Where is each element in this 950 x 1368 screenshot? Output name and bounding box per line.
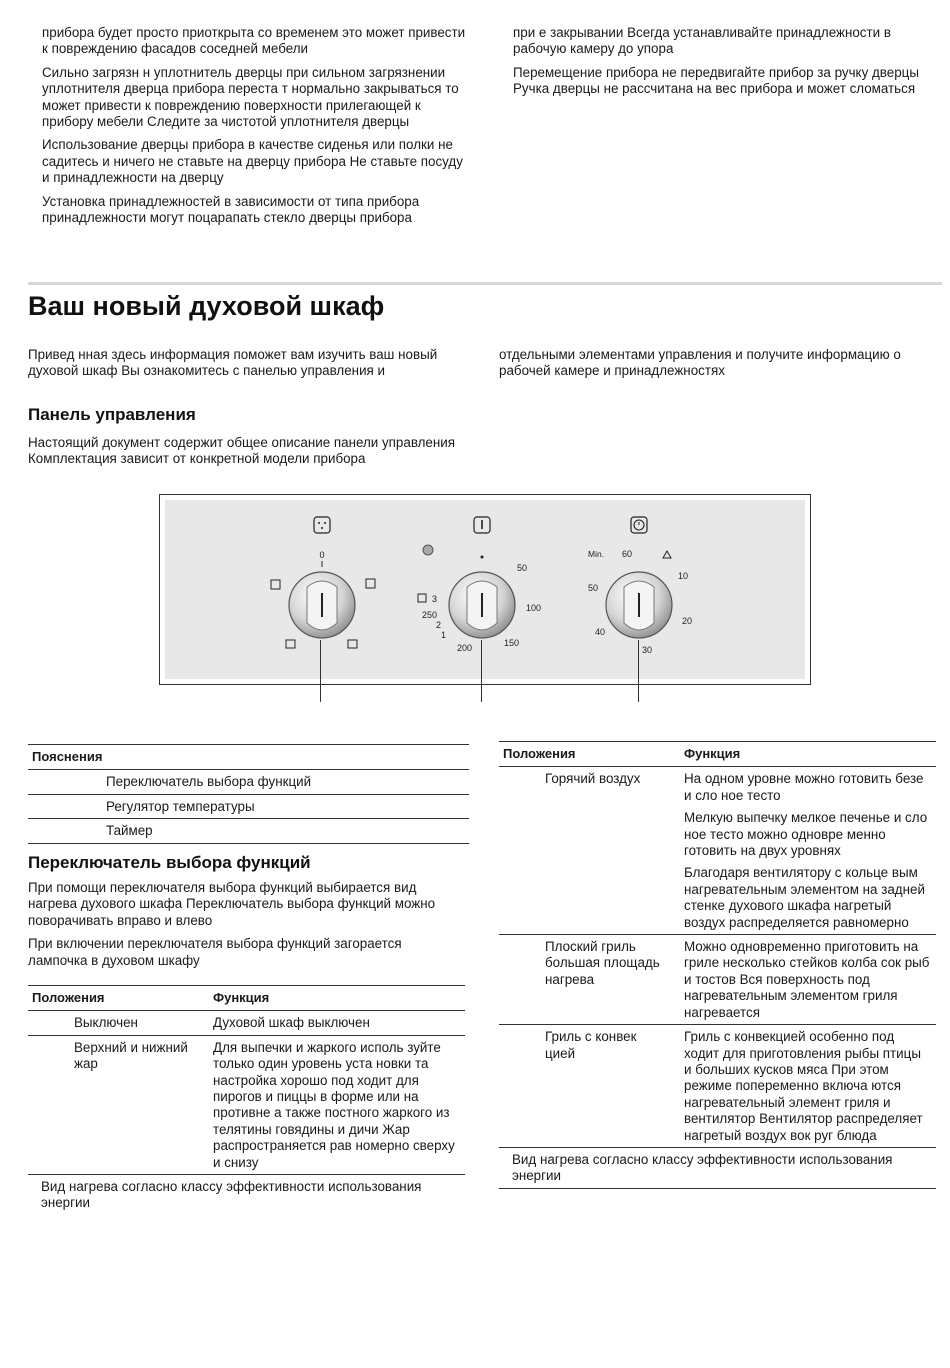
grill-icon (286, 640, 295, 648)
top-bottom-heat-icon (271, 580, 280, 589)
position-cell: Гриль с конвек цией (545, 1029, 637, 1061)
timer-dial (588, 517, 692, 655)
position-cell: Горячий воздух (545, 771, 641, 787)
timer-label-30: 30 (642, 645, 653, 655)
legend-table (28, 744, 469, 844)
paragraph: Сильно загрязн н уплотнитель дверцы при сильном загрязнении уплотнителя дверца прибора переста т нормально закрываться то может привести к повреждению поверхности прилегающей к прибору мебели Следите за чистотой уплотнителя дверцы (42, 64, 459, 130)
function-paragraph: Мелкую выпечку мелкое печенье и сло ное тесто можно одновре менно готовить на двух уровнях (684, 810, 928, 859)
function-paragraph: На одном уровне можно готовить безе и сло ное тесто (684, 771, 924, 803)
top-left-column (42, 25, 472, 233)
temp-label-100: 100 (526, 603, 542, 613)
temp-label-150: 150 (504, 638, 520, 648)
temp-label-250: 250 (422, 610, 438, 620)
function-selector-dial (271, 517, 375, 648)
column-header-positions: Положения (32, 990, 105, 1005)
temp-label-2: 2 (436, 620, 442, 630)
control-panel-drawing (160, 495, 812, 686)
paragraph: прибора будет просто приоткрыта со временем это может привести к повреждению фасадов соседней мебели (42, 25, 466, 57)
function-table-right (499, 741, 936, 1189)
paragraph: При включении переключателя выбора функций загорается лампочка в духовом шкафу (28, 936, 402, 968)
intro-right: отдельными элементами управления и получите информацию о рабочей камере и принадлежностях (499, 347, 901, 379)
selector-text (28, 880, 458, 976)
position-cell: Верхний и нижний жар (74, 1039, 188, 1072)
hot-air-icon (366, 579, 375, 588)
panel-heading: Панель управления (28, 405, 196, 424)
efficiency-note: Вид нагрева согласно классу эффективности использования энергии (512, 1151, 893, 1184)
leader-line (320, 640, 321, 702)
function-table-left (28, 985, 465, 1215)
grill-level-icon (418, 594, 426, 602)
column-header-function: Функция (213, 990, 270, 1005)
top-right-column (513, 25, 943, 105)
timer-label-20: 20 (682, 616, 693, 626)
function-zero-label: 0 (319, 550, 325, 560)
position-cell: Выключен (74, 1015, 138, 1031)
temp-label-200: 200 (457, 643, 473, 653)
leader-line (481, 640, 482, 702)
efficiency-note: Вид нагрева согласно классу эффективности использования энергии (41, 1179, 422, 1211)
legend-row: Таймер (106, 823, 153, 839)
selector-heading: Переключатель выбора функций (28, 853, 311, 872)
legend-header: Пояснения (32, 749, 103, 764)
function-cell: Гриль с конвекцией особенно под ходит для приготовления рыбы птицы и больших кусков мяса При этом режиме попеременно включа ются нагревательный элемент гриля и вентилятор Вентилятор распределяет нагретый воздух вок руг блюда (684, 1029, 923, 1143)
panel-text: Настоящий документ содержит общее описание панели управления Комплектация зависит от конкретной модели прибора (28, 435, 456, 467)
bell-icon (663, 551, 671, 558)
timer-label-min: Min. (588, 549, 605, 559)
position-cell: Плоский гриль большая площадь нагрева (545, 939, 660, 987)
function-paragraph: Благодаря вентилятору с кольце вым нагревательным элементом на задней стенке духового шкафа нагретый воздух распределяется равномерно (684, 865, 925, 930)
column-header-function: Функция (684, 746, 741, 761)
timer-label-60: 60 (622, 549, 633, 559)
paragraph: при е закрывании Всегда устанавливайте принадлежности в рабочую камеру до упора (513, 25, 891, 57)
function-cell: Для выпечки и жаркого исполь зуйте только один уровень уста новки та настройка хорошо под ходит для пирогов и пиццы в форме или на противне а также постного жаркого из телятины говядины и дичи Жар распространяется рав номерно сверху и снизу (213, 1039, 455, 1170)
intro-left: Привед нная здесь информация поможет вам изучить ваш новый духовой шкаф Вы ознакомитесь с панелью управления и (28, 347, 438, 379)
control-panel-illustration (159, 494, 811, 685)
timer-label-10: 10 (678, 571, 689, 581)
paragraph: Использование дверцы прибора в качестве сиденья или полки не садитесь и ничего не ставьте на дверцу прибора Не ставьте посуду и принадлежности на дверцу (42, 137, 463, 186)
legend-row: Переключатель выбора функций (106, 774, 312, 790)
function-cell: Можно одновременно приготовить на гриле несколько стейков колба сок рыб и тостов Вся поверхность под нагревательным элементом гриля нагревается (684, 939, 930, 1020)
paragraph: Перемещение прибора не передвигайте прибор за ручку дверцы Ручка дверцы не рассчитана на вес прибора и может сломаться (513, 64, 919, 97)
paragraph: При помощи переключателя выбора функций выбирается вид нагрева духового шкафа Переключатель выбора функций можно поворачивать вправо и влево (28, 880, 436, 928)
timer-label-40: 40 (595, 627, 606, 637)
timer-label-50: 50 (588, 583, 599, 593)
convection-grill-icon (348, 640, 357, 648)
function-cell: Духовой шкаф выключен (213, 1015, 370, 1031)
function-selector-icon (314, 517, 330, 533)
paragraph: Установка принадлежностей в зависимости от типа прибора принадлежности могут поцарапать стекло дверцы прибора (42, 193, 420, 226)
temp-label-50: 50 (517, 563, 528, 573)
section-divider (28, 282, 942, 285)
legend-row: Регулятор температуры (106, 798, 255, 814)
oven-lamp-indicator (423, 545, 433, 555)
leader-line (638, 640, 639, 702)
column-header-positions: Положения (503, 746, 576, 761)
temp-label-1: 1 (441, 630, 447, 640)
function-cell (680, 767, 936, 935)
temperature-dial (418, 517, 541, 653)
section-title: Ваш новый духовой шкаф (28, 291, 385, 321)
temp-label-3: 3 (432, 594, 438, 604)
